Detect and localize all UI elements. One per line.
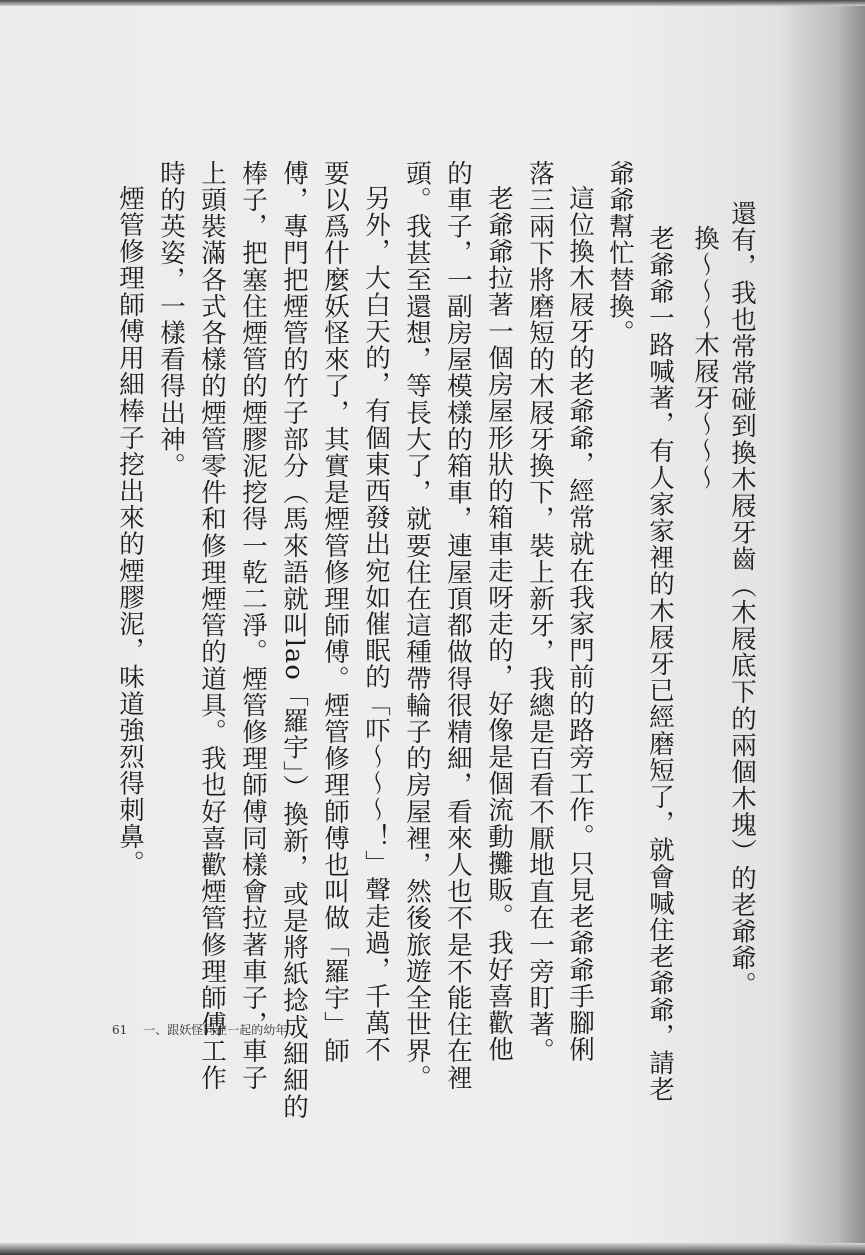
page-bottom-edge	[0, 1243, 865, 1255]
text-column-1: 還有，我也常常碰到換木屐牙齒（木屐底下的兩個木塊）的老爺爺。	[727, 200, 757, 998]
text-column-14: 上頭裝滿各式各樣的煙管零件和修理煙管的道具。我也好喜歡煙管修理師傅工作	[197, 160, 227, 1091]
text-column-13: 棒子，把塞住煙管的煙膠泥挖得一乾二淨。煙管修理師傅同樣會拉著車子，車子	[238, 160, 268, 1091]
page-top-edge	[0, 0, 865, 6]
text-column-10: 另外，大白天的，有個東西發出宛如催眠的「吓～～～！」聲走過，千萬不	[361, 185, 391, 1063]
text-column-2: 換～～～木屐牙～～～	[690, 225, 720, 491]
text-column-11: 要以爲什麼妖怪來了，其實是煙管修理師傅。煙管修理師傅也叫做「羅宇」師	[320, 160, 350, 1065]
text-column-5: 這位換木屐牙的老爺爺，經常就在我家門前的路旁工作。只見老爺爺手腳俐	[565, 185, 595, 1063]
text-column-12: 傅，專門把煙管的竹子部分（馬來語就叫lao「羅宇」）換新，或是將紙捻成細細的	[279, 160, 309, 1121]
text-column-7: 老爺爺拉著一個房屋形狀的箱車走呀走的，好像是個流動攤販。我好喜歡他	[484, 185, 514, 1063]
running-title: 一、跟妖怪同在一起的幼年	[143, 1023, 288, 1037]
text-column-3: 老爺爺一路喊著，有人家家裡的木屐牙已經磨短了，就會喊住老爺爺，請老	[645, 225, 675, 1103]
text-column-6: 落三兩下將磨短的木屐牙換下，裝上新牙，我總是百看不厭地直在一旁盯著。	[525, 160, 555, 1065]
page-footer	[112, 1021, 287, 1038]
text-column-8: 的車子，一副房屋模樣的箱車，連屋頂都做得很精細，看來人也不是不能住在裡	[443, 160, 473, 1091]
text-column-15: 時的英姿，一樣看得出神。	[156, 160, 186, 480]
page-number: 61	[112, 1023, 128, 1037]
text-column-4: 爺爺幫忙替換。	[605, 160, 635, 347]
text-column-9: 頭。我甚至還想，等長大了，就要住在這種帶輪子的房屋裡，然後旅遊全世界。	[402, 160, 432, 1091]
text-column-16: 煙管修理師傅用細棒子挖出來的煙膠泥，味道強烈得刺鼻。	[115, 185, 145, 877]
